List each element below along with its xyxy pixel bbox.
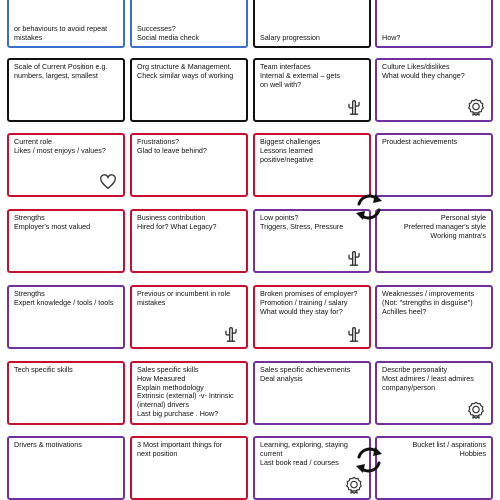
question-card — [130, 361, 248, 425]
question-card — [130, 209, 248, 273]
question-card — [253, 285, 371, 349]
question-card — [7, 209, 125, 273]
card-text: Frustrations? Glad to leave behind? — [137, 137, 207, 155]
card-text: Strengths Expert knowledge / tools / tools — [14, 289, 114, 307]
card-text: Strengths Employer's most valued — [14, 213, 91, 231]
card-text: Team interfaces Internal & external – gets on well with? — [260, 62, 340, 89]
question-card — [130, 133, 248, 197]
card-text: Learning, exploring, staying current Last book read / courses — [260, 440, 348, 467]
cactus-icon — [222, 325, 240, 343]
question-card — [375, 285, 493, 349]
cactus-icon — [345, 98, 363, 116]
card-text: Proudest achievements — [382, 137, 458, 146]
cactus-icon — [345, 325, 363, 343]
card-text: Low points? Triggers, Stress, Pressure — [260, 213, 344, 231]
card-text: Tech specific skills — [14, 365, 73, 374]
card-text: Current role Likes / most enjoys / values? — [14, 137, 106, 155]
card-text: Sales specific achievements Deal analysis — [260, 365, 351, 383]
question-card — [375, 58, 493, 122]
question-card — [375, 361, 493, 425]
question-card — [130, 436, 248, 500]
question-card — [375, 133, 493, 197]
question-card — [7, 133, 125, 197]
card-text: Bucket list / aspirations Hobbies — [412, 440, 486, 458]
card-text: Drivers & motivations — [14, 440, 82, 449]
question-card — [375, 0, 493, 48]
card-text: or behaviours to avoid repeat mistakes — [14, 24, 108, 43]
award-rosette-icon — [345, 476, 363, 494]
card-text: Org structure & Management. Check similar ways of working — [137, 62, 234, 80]
question-card — [7, 361, 125, 425]
card-text: Culture Likes/dislikes What would they change? — [382, 62, 465, 80]
question-card — [130, 58, 248, 122]
award-rosette-icon — [467, 401, 485, 419]
question-card — [253, 0, 371, 48]
award-rosette-icon — [467, 98, 485, 116]
card-text: Biggest challenges Lessons learned positive/negative — [260, 137, 321, 164]
question-card — [130, 285, 248, 349]
question-card — [7, 436, 125, 500]
card-text: Personal style Preferred manager's style Working mantra's — [403, 213, 486, 240]
question-card — [253, 133, 371, 197]
question-card — [7, 0, 125, 48]
question-card — [7, 58, 125, 122]
sync-arrows-icon — [351, 442, 387, 478]
card-text: 3 Most important things for next position — [137, 440, 223, 458]
question-card — [375, 436, 493, 500]
question-card — [253, 58, 371, 122]
card-text: Scale of Current Position e.g. numbers, largest, smallest — [14, 62, 108, 80]
card-text: Business contribution Hired for? What Legacy? — [137, 213, 217, 231]
card-text: Weaknesses / improvements (Not: "strengths in disguise") Achilles heel? — [382, 289, 475, 316]
card-text: Salary progression — [260, 33, 320, 43]
card-text: Broken promises of employer? Promotion / training / salary What would they stay for? — [260, 289, 358, 316]
question-card — [253, 361, 371, 425]
card-text: Describe personality Most admires / least admires company/person — [382, 365, 474, 392]
heart-icon — [99, 173, 117, 191]
cactus-icon — [345, 249, 363, 267]
card-text: Successes? Social media check — [137, 24, 199, 43]
card-text: How? — [382, 33, 401, 43]
card-text: Previous or incumbent in role mistakes — [137, 289, 231, 307]
question-card — [130, 0, 248, 48]
sync-arrows-icon — [351, 189, 387, 225]
question-card — [7, 285, 125, 349]
question-card — [375, 209, 493, 273]
card-text: Sales specific skills How Measured Explain methodology Extrinsic (external) -v- Intrinsic (internal) drivers Last big purchase . How? — [137, 365, 234, 418]
